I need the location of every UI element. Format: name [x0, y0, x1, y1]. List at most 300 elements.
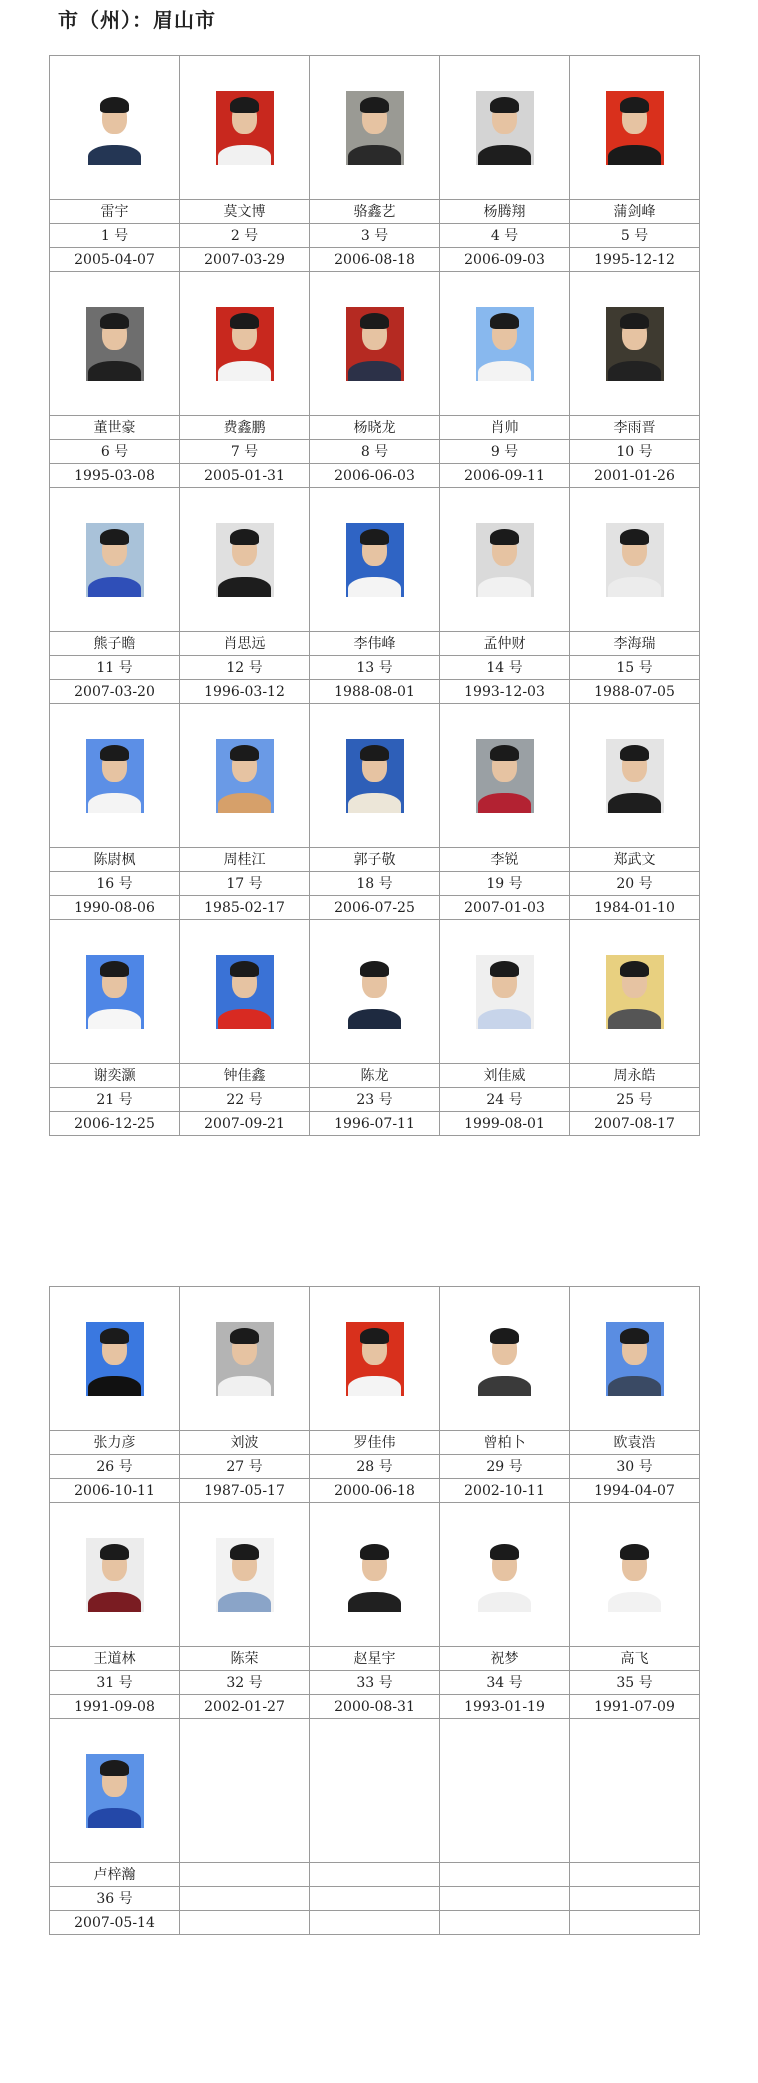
photo-shoulders — [348, 1009, 401, 1028]
player-name — [440, 1863, 570, 1887]
number-row — [50, 656, 700, 680]
player-name: 肖思远 — [180, 632, 310, 656]
photo-row — [50, 920, 700, 1064]
photo-hair — [620, 745, 649, 761]
player-photo — [476, 739, 534, 813]
player-number: 34 号 — [440, 1671, 570, 1695]
player-name: 雷宇 — [50, 200, 180, 224]
player-photo — [346, 91, 404, 165]
player-birthdate: 1994-04-07 — [570, 1479, 700, 1503]
player-name: 谢奕灏 — [50, 1064, 180, 1088]
player-number: 13 号 — [310, 656, 440, 680]
photo-hair — [490, 97, 519, 113]
photo-hair — [490, 1328, 519, 1344]
photo-cell — [440, 272, 570, 416]
photo-cell — [310, 1287, 440, 1431]
photo-hair — [230, 745, 259, 761]
photo-hair — [100, 745, 129, 761]
player-number: 26 号 — [50, 1455, 180, 1479]
player-photo — [86, 1538, 144, 1612]
photo-hair — [100, 97, 129, 113]
photo-shoulders — [218, 145, 271, 164]
photo-cell — [570, 272, 700, 416]
player-photo — [476, 307, 534, 381]
player-number: 4 号 — [440, 224, 570, 248]
player-name: 郑武文 — [570, 848, 700, 872]
player-roster-table — [49, 1286, 700, 1935]
player-name: 祝梦 — [440, 1647, 570, 1671]
birthdate-row — [50, 248, 700, 272]
player-photo — [476, 1538, 534, 1612]
photo-shoulders — [218, 1376, 271, 1395]
player-photo — [606, 955, 664, 1029]
number-row — [50, 1455, 700, 1479]
photo-shoulders — [88, 1376, 141, 1395]
player-birthdate: 2007-05-14 — [50, 1911, 180, 1935]
photo-hair — [100, 313, 129, 329]
player-birthdate: 2001-01-26 — [570, 464, 700, 488]
player-number: 6 号 — [50, 440, 180, 464]
photo-hair — [360, 1544, 389, 1560]
photo-row — [50, 56, 700, 200]
photo-cell — [310, 920, 440, 1064]
player-name: 陈龙 — [310, 1064, 440, 1088]
player-birthdate: 1990-08-06 — [50, 896, 180, 920]
player-birthdate: 2006-08-18 — [310, 248, 440, 272]
photo-cell — [570, 488, 700, 632]
photo-cell — [570, 920, 700, 1064]
photo-shoulders — [608, 1376, 661, 1395]
photo-hair — [360, 961, 389, 977]
player-photo — [86, 739, 144, 813]
player-name: 刘佳威 — [440, 1064, 570, 1088]
photo-shoulders — [478, 145, 531, 164]
player-roster-table — [49, 55, 700, 1136]
photo-cell — [180, 920, 310, 1064]
photo-hair — [490, 1544, 519, 1560]
player-number: 24 号 — [440, 1088, 570, 1112]
player-name: 高飞 — [570, 1647, 700, 1671]
player-photo — [476, 523, 534, 597]
player-photo — [606, 1538, 664, 1612]
player-birthdate: 1996-07-11 — [310, 1112, 440, 1136]
player-name: 曾柏卜 — [440, 1431, 570, 1455]
player-number: 23 号 — [310, 1088, 440, 1112]
photo-cell — [440, 56, 570, 200]
player-birthdate: 2005-01-31 — [180, 464, 310, 488]
player-birthdate: 2006-12-25 — [50, 1112, 180, 1136]
player-name — [310, 1863, 440, 1887]
photo-hair — [620, 313, 649, 329]
photo-cell — [310, 56, 440, 200]
player-photo — [346, 739, 404, 813]
number-row — [50, 1671, 700, 1695]
photo-cell — [50, 56, 180, 200]
photo-shoulders — [478, 1009, 531, 1028]
player-number — [440, 1887, 570, 1911]
player-photo — [606, 523, 664, 597]
photo-hair — [490, 313, 519, 329]
player-photo — [346, 1538, 404, 1612]
photo-row — [50, 488, 700, 632]
photo-shoulders — [88, 361, 141, 380]
player-number — [310, 1887, 440, 1911]
photo-row — [50, 272, 700, 416]
photo-cell — [180, 704, 310, 848]
player-photo — [476, 955, 534, 1029]
player-number: 3 号 — [310, 224, 440, 248]
photo-hair — [360, 529, 389, 545]
photo-shoulders — [348, 1592, 401, 1611]
photo-shoulders — [348, 793, 401, 812]
photo-hair — [100, 1544, 129, 1560]
photo-shoulders — [218, 793, 271, 812]
player-birthdate: 2005-04-07 — [50, 248, 180, 272]
player-photo — [476, 1322, 534, 1396]
player-photo — [216, 1322, 274, 1396]
photo-shoulders — [348, 361, 401, 380]
photo-cell — [440, 1287, 570, 1431]
player-name: 赵星宇 — [310, 1647, 440, 1671]
photo-cell — [50, 1287, 180, 1431]
player-number: 9 号 — [440, 440, 570, 464]
player-number: 36 号 — [50, 1887, 180, 1911]
player-number: 18 号 — [310, 872, 440, 896]
player-birthdate: 1987-05-17 — [180, 1479, 310, 1503]
birthdate-row — [50, 1695, 700, 1719]
player-name: 杨腾翔 — [440, 200, 570, 224]
player-number: 22 号 — [180, 1088, 310, 1112]
photo-hair — [620, 1328, 649, 1344]
photo-cell — [310, 272, 440, 416]
photo-shoulders — [88, 1592, 141, 1611]
photo-row — [50, 1287, 700, 1431]
name-row — [50, 632, 700, 656]
player-name: 刘波 — [180, 1431, 310, 1455]
player-birthdate — [440, 1911, 570, 1935]
photo-hair — [490, 961, 519, 977]
player-photo — [86, 307, 144, 381]
birthdate-row — [50, 1479, 700, 1503]
player-birthdate: 2002-01-27 — [180, 1695, 310, 1719]
photo-shoulders — [88, 1009, 141, 1028]
player-number: 7 号 — [180, 440, 310, 464]
photo-cell — [440, 1719, 570, 1863]
player-name: 张力彦 — [50, 1431, 180, 1455]
photo-hair — [490, 529, 519, 545]
player-name: 李海瑞 — [570, 632, 700, 656]
birthdate-row — [50, 680, 700, 704]
player-birthdate: 2007-09-21 — [180, 1112, 310, 1136]
photo-shoulders — [348, 1376, 401, 1395]
photo-hair — [100, 529, 129, 545]
player-birthdate: 2007-01-03 — [440, 896, 570, 920]
birthdate-row — [50, 1112, 700, 1136]
player-name — [180, 1863, 310, 1887]
player-birthdate: 1991-09-08 — [50, 1695, 180, 1719]
photo-cell — [50, 1503, 180, 1647]
player-birthdate — [180, 1911, 310, 1935]
number-row — [50, 440, 700, 464]
player-name: 陈尉枫 — [50, 848, 180, 872]
player-name: 王道林 — [50, 1647, 180, 1671]
player-name: 骆鑫艺 — [310, 200, 440, 224]
player-photo — [346, 955, 404, 1029]
photo-cell — [440, 920, 570, 1064]
player-number: 21 号 — [50, 1088, 180, 1112]
player-number: 11 号 — [50, 656, 180, 680]
player-photo — [86, 1322, 144, 1396]
photo-hair — [620, 1544, 649, 1560]
photo-cell — [570, 1503, 700, 1647]
photo-shoulders — [88, 577, 141, 596]
photo-cell — [440, 488, 570, 632]
photo-row — [50, 704, 700, 848]
number-row — [50, 872, 700, 896]
player-birthdate: 2006-06-03 — [310, 464, 440, 488]
player-photo — [216, 1538, 274, 1612]
player-number: 5 号 — [570, 224, 700, 248]
player-name: 周永皓 — [570, 1064, 700, 1088]
photo-shoulders — [478, 577, 531, 596]
player-birthdate: 2000-06-18 — [310, 1479, 440, 1503]
player-photo — [346, 1322, 404, 1396]
photo-cell — [50, 1719, 180, 1863]
photo-shoulders — [608, 1592, 661, 1611]
photo-hair — [490, 745, 519, 761]
photo-cell — [570, 1287, 700, 1431]
photo-cell — [310, 488, 440, 632]
player-number: 19 号 — [440, 872, 570, 896]
player-name: 李雨晋 — [570, 416, 700, 440]
number-row — [50, 224, 700, 248]
photo-hair — [620, 961, 649, 977]
photo-shoulders — [88, 145, 141, 164]
player-name: 董世豪 — [50, 416, 180, 440]
photo-row — [50, 1719, 700, 1863]
player-birthdate: 2006-07-25 — [310, 896, 440, 920]
player-number: 27 号 — [180, 1455, 310, 1479]
photo-cell — [50, 488, 180, 632]
player-birthdate: 2007-03-20 — [50, 680, 180, 704]
player-birthdate: 1985-02-17 — [180, 896, 310, 920]
photo-cell — [50, 272, 180, 416]
player-photo — [606, 91, 664, 165]
player-number — [570, 1887, 700, 1911]
player-birthdate: 1993-01-19 — [440, 1695, 570, 1719]
player-name: 周桂江 — [180, 848, 310, 872]
page-title: 市（州）：眉山市 — [58, 8, 216, 32]
player-name: 欧袁浩 — [570, 1431, 700, 1455]
player-number: 10 号 — [570, 440, 700, 464]
photo-shoulders — [218, 577, 271, 596]
photo-cell — [50, 704, 180, 848]
photo-hair — [620, 97, 649, 113]
photo-shoulders — [218, 1592, 271, 1611]
player-number: 28 号 — [310, 1455, 440, 1479]
player-birthdate: 1988-08-01 — [310, 680, 440, 704]
player-name: 杨晓龙 — [310, 416, 440, 440]
player-photo — [606, 1322, 664, 1396]
player-name: 陈荣 — [180, 1647, 310, 1671]
player-birthdate: 2007-03-29 — [180, 248, 310, 272]
photo-cell — [180, 1287, 310, 1431]
player-name: 费鑫鹏 — [180, 416, 310, 440]
player-birthdate: 2007-08-17 — [570, 1112, 700, 1136]
player-photo — [86, 523, 144, 597]
photo-cell — [50, 920, 180, 1064]
player-name: 罗佳伟 — [310, 1431, 440, 1455]
player-photo — [216, 91, 274, 165]
player-birthdate — [570, 1911, 700, 1935]
photo-shoulders — [608, 1009, 661, 1028]
player-birthdate: 1988-07-05 — [570, 680, 700, 704]
photo-hair — [230, 97, 259, 113]
player-name: 郭子敬 — [310, 848, 440, 872]
player-name — [570, 1863, 700, 1887]
player-photo — [216, 307, 274, 381]
player-number — [180, 1887, 310, 1911]
player-birthdate: 1999-08-01 — [440, 1112, 570, 1136]
photo-hair — [230, 1544, 259, 1560]
photo-cell — [310, 704, 440, 848]
player-name: 孟仲财 — [440, 632, 570, 656]
photo-shoulders — [478, 793, 531, 812]
player-photo — [346, 307, 404, 381]
name-row — [50, 1647, 700, 1671]
player-number: 29 号 — [440, 1455, 570, 1479]
name-row — [50, 1064, 700, 1088]
player-birthdate: 2006-10-11 — [50, 1479, 180, 1503]
photo-cell — [440, 704, 570, 848]
player-photo — [606, 307, 664, 381]
player-name: 李伟峰 — [310, 632, 440, 656]
number-row — [50, 1887, 700, 1911]
photo-hair — [360, 313, 389, 329]
photo-shoulders — [478, 361, 531, 380]
photo-shoulders — [88, 793, 141, 812]
player-birthdate: 2006-09-11 — [440, 464, 570, 488]
player-photo — [346, 523, 404, 597]
photo-cell — [570, 1719, 700, 1863]
photo-hair — [230, 961, 259, 977]
photo-cell — [180, 1719, 310, 1863]
player-photo — [86, 955, 144, 1029]
photo-cell — [310, 1719, 440, 1863]
player-birthdate: 2000-08-31 — [310, 1695, 440, 1719]
name-row — [50, 200, 700, 224]
photo-hair — [620, 529, 649, 545]
photo-hair — [360, 97, 389, 113]
photo-shoulders — [608, 361, 661, 380]
photo-cell — [180, 488, 310, 632]
name-row — [50, 848, 700, 872]
photo-hair — [230, 529, 259, 545]
player-number: 25 号 — [570, 1088, 700, 1112]
player-name: 李锐 — [440, 848, 570, 872]
photo-shoulders — [478, 1592, 531, 1611]
player-birthdate: 1995-12-12 — [570, 248, 700, 272]
photo-hair — [100, 1328, 129, 1344]
player-name: 卢梓瀚 — [50, 1863, 180, 1887]
birthdate-row — [50, 896, 700, 920]
player-photo — [86, 1754, 144, 1828]
name-row — [50, 1431, 700, 1455]
photo-row — [50, 1503, 700, 1647]
player-number: 2 号 — [180, 224, 310, 248]
player-birthdate: 1991-07-09 — [570, 1695, 700, 1719]
player-birthdate: 1993-12-03 — [440, 680, 570, 704]
player-photo — [476, 91, 534, 165]
player-number: 32 号 — [180, 1671, 310, 1695]
player-birthdate: 1996-03-12 — [180, 680, 310, 704]
player-name: 钟佳鑫 — [180, 1064, 310, 1088]
photo-shoulders — [608, 145, 661, 164]
player-number: 12 号 — [180, 656, 310, 680]
photo-shoulders — [608, 793, 661, 812]
photo-cell — [570, 56, 700, 200]
player-number: 1 号 — [50, 224, 180, 248]
photo-cell — [310, 1503, 440, 1647]
player-birthdate: 1984-01-10 — [570, 896, 700, 920]
number-row — [50, 1088, 700, 1112]
name-row — [50, 416, 700, 440]
player-number: 33 号 — [310, 1671, 440, 1695]
photo-shoulders — [218, 361, 271, 380]
player-number: 20 号 — [570, 872, 700, 896]
photo-cell — [440, 1503, 570, 1647]
name-row — [50, 1863, 700, 1887]
player-photo — [216, 523, 274, 597]
photo-shoulders — [88, 1808, 141, 1827]
player-number: 14 号 — [440, 656, 570, 680]
player-birthdate: 2002-10-11 — [440, 1479, 570, 1503]
photo-hair — [100, 1760, 129, 1776]
player-number: 16 号 — [50, 872, 180, 896]
photo-hair — [100, 961, 129, 977]
player-photo — [86, 91, 144, 165]
photo-hair — [230, 313, 259, 329]
photo-shoulders — [348, 145, 401, 164]
photo-hair — [230, 1328, 259, 1344]
photo-cell — [180, 1503, 310, 1647]
player-number: 35 号 — [570, 1671, 700, 1695]
player-photo — [216, 739, 274, 813]
photo-hair — [360, 1328, 389, 1344]
player-name: 蒲剑峰 — [570, 200, 700, 224]
player-name: 莫文博 — [180, 200, 310, 224]
photo-shoulders — [478, 1376, 531, 1395]
player-number: 15 号 — [570, 656, 700, 680]
birthdate-row — [50, 464, 700, 488]
player-number: 31 号 — [50, 1671, 180, 1695]
player-name: 熊子瞻 — [50, 632, 180, 656]
birthdate-row — [50, 1911, 700, 1935]
player-birthdate: 1995-03-08 — [50, 464, 180, 488]
photo-hair — [360, 745, 389, 761]
photo-shoulders — [218, 1009, 271, 1028]
player-photo — [606, 739, 664, 813]
photo-cell — [180, 56, 310, 200]
player-number: 30 号 — [570, 1455, 700, 1479]
photo-shoulders — [348, 577, 401, 596]
player-photo — [216, 955, 274, 1029]
photo-cell — [570, 704, 700, 848]
photo-cell — [180, 272, 310, 416]
photo-shoulders — [608, 577, 661, 596]
player-number: 8 号 — [310, 440, 440, 464]
player-name: 肖帅 — [440, 416, 570, 440]
